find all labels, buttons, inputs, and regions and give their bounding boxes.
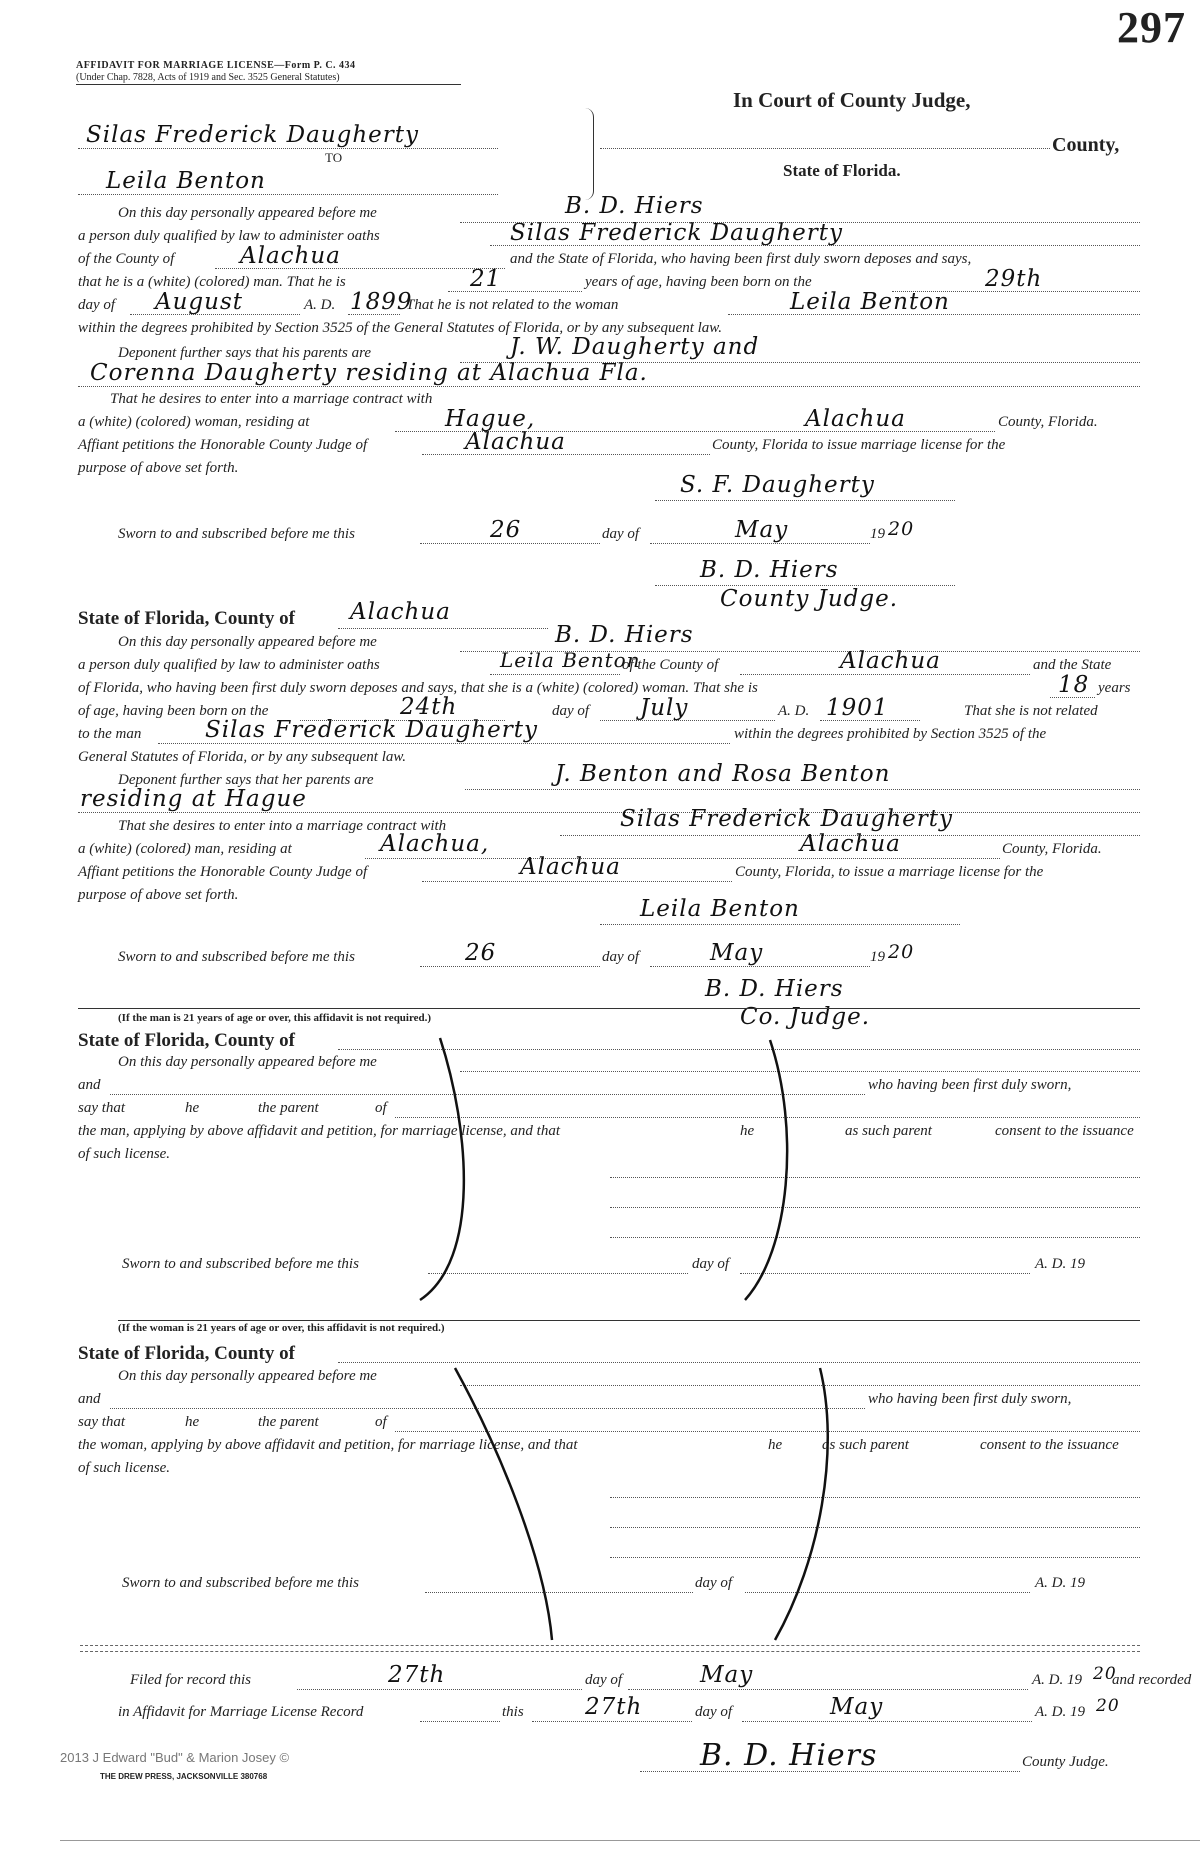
- strike-mark-4: [775, 1368, 828, 1640]
- woman-not-related: That she is not related: [964, 703, 1098, 719]
- consent-woman-of: of: [375, 1414, 387, 1430]
- consent-woman-state-county: State of Florida, County of: [78, 1343, 295, 1364]
- consent-woman-as-such: as such parent: [822, 1437, 909, 1453]
- woman-petition-county: Alachua: [520, 854, 621, 880]
- woman-county-florida: County, Florida.: [1002, 841, 1102, 857]
- man-county-label: of the County of: [78, 251, 175, 267]
- woman-petition-rest: County, Florida, to issue a marriage license for the: [735, 864, 1044, 880]
- consent-man-as-such: as such parent: [845, 1123, 932, 1139]
- woman-sworn-year-prefix: 19: [870, 949, 885, 965]
- woman-ad-label: A. D.: [778, 703, 810, 719]
- man-qualified-value: Silas Frederick Daugherty: [510, 220, 844, 246]
- woman-appeared-label: On this day personally appeared before me: [118, 634, 377, 650]
- woman-dayof-label: day of: [552, 703, 590, 719]
- strike-mark-3: [455, 1368, 552, 1640]
- filed-month: May: [700, 1662, 754, 1688]
- man-contract-text: That he desires to enter into a marriage contract with: [110, 391, 433, 407]
- man-race-text: that he is a (white) (colored) man. That he is: [78, 274, 346, 290]
- consent-man-and: and: [78, 1077, 101, 1093]
- consent-woman-and: and: [78, 1391, 101, 1407]
- woman-judge-title: Co. Judge.: [740, 1004, 871, 1030]
- rec-day-of: day of: [695, 1704, 733, 1720]
- filed-and-recorded: and recorded: [1112, 1672, 1192, 1688]
- consent-woman-sworn-before: Sworn to and subscribed before me this: [122, 1575, 359, 1591]
- man-qualified-label: a person duly qualified by law to administer oaths: [78, 228, 380, 244]
- woman-residing-county: Alachua: [800, 831, 901, 857]
- filed-year: 20: [1093, 1664, 1117, 1684]
- rec-month: May: [830, 1694, 884, 1720]
- man-parents-value-1: J. W. Daugherty and: [510, 334, 760, 360]
- woman-state-county-value: Alachua: [350, 599, 451, 625]
- man-sworn-year-suffix: 20: [888, 518, 915, 540]
- woman-and-state: and the State: [1033, 657, 1112, 673]
- woman-degrees-text-2: General Statutes of Florida, or by any subsequent law.: [78, 749, 407, 765]
- woman-age-value: 18: [1058, 672, 1090, 698]
- page-number: 297: [1117, 3, 1186, 52]
- woman-born-day: 24th: [400, 694, 458, 720]
- woman-parents-label: Deponent further says that her parents are: [118, 772, 374, 788]
- consent-woman-sworn: who having been first duly sworn,: [868, 1391, 1072, 1407]
- consent-man-appeared: On this day personally appeared before me: [118, 1054, 377, 1070]
- woman-petition-text: Affiant petitions the Honorable County Judge of: [78, 864, 368, 880]
- clerk-sig-line: [640, 1771, 1020, 1772]
- form-subtitle: (Under Chap. 7828, Acts of 1919 and Sec. 3525 General Statutes): [76, 72, 340, 83]
- woman-born-text: of age, having been born on the: [78, 703, 269, 719]
- woman-contract-text: That she desires to enter into a marriage contract with: [118, 818, 447, 834]
- woman-to-man-label: to the man: [78, 726, 142, 742]
- man-petition-text: Affiant petitions the Honorable County Judge of: [78, 437, 368, 453]
- consent-woman-of-such: of such license.: [78, 1460, 171, 1476]
- clerk-signature: B. D. Hiers: [700, 1738, 878, 1773]
- form-title: AFFIDAVIT FOR MARRIAGE LICENSE—Form P. C. 434: [76, 60, 356, 71]
- man-born-month: August: [155, 289, 244, 315]
- county-judge-label: County Judge.: [1022, 1754, 1109, 1770]
- consent-woman-parent: the parent: [258, 1414, 319, 1430]
- filed-month-line: [628, 1689, 1028, 1690]
- consent-woman-ad19: A. D. 19: [1035, 1575, 1085, 1591]
- consent-woman-day-of: day of: [695, 1575, 733, 1591]
- court-heading: In Court of County Judge,: [733, 88, 971, 112]
- woman-parents-value-2: residing at Hague: [80, 786, 307, 812]
- man-born-year: 1899: [350, 289, 413, 315]
- man-age-value: 21: [470, 266, 502, 292]
- woman-contract-value: Silas Frederick Daugherty: [620, 806, 954, 832]
- consent-woman-he: he: [185, 1414, 200, 1430]
- filed-label: Filed for record this: [130, 1672, 251, 1688]
- woman-signature: Leila Benton: [640, 896, 800, 922]
- filed-ad-label: A. D. 19: [1032, 1672, 1082, 1688]
- state-label: State of Florida.: [783, 161, 901, 180]
- consent-woman-applicant: the woman, applying by above affidavit and petition, for marriage license, and that: [78, 1437, 578, 1453]
- printer-line: THE DREW PRESS, JACKSONVILLE 380768: [100, 1772, 268, 1781]
- woman-sworn-month: May: [710, 940, 764, 966]
- man-judge-sig: B. D. Hiers: [700, 557, 839, 583]
- woman-parents-value-1: J. Benton and Rosa Benton: [555, 761, 891, 787]
- man-parents-value-2: Corenna Daugherty residing at Alachua Fla.: [90, 360, 648, 386]
- filing-rule-2: [80, 1651, 1140, 1652]
- county-label: County,: [1052, 134, 1120, 156]
- consent-man-applicant: the man, applying by above affidavit and petition, for marriage license, and that: [78, 1123, 561, 1139]
- groom-name: Silas Frederick Daugherty: [86, 122, 420, 148]
- man-petition-county: Alachua: [465, 429, 566, 455]
- consent-man-state-county: State of Florida, County of: [78, 1030, 295, 1051]
- man-appeared-label: On this day personally appeared before me: [118, 205, 377, 221]
- man-ad-label: A. D.: [304, 297, 336, 313]
- man-residing-county: Alachua: [805, 406, 906, 432]
- woman-county-value: Alachua: [840, 648, 941, 674]
- in-record-label: in Affidavit for Marriage License Record: [118, 1704, 364, 1720]
- woman-sworn-day: 26: [465, 940, 497, 966]
- consent-man-sworn: who having been first duly sworn,: [868, 1077, 1072, 1093]
- strike-mark-2: [745, 1040, 787, 1300]
- consent-man-of: of: [375, 1100, 387, 1116]
- filing-rule-1: [80, 1645, 1140, 1646]
- man-sworn-year-prefix: 19: [870, 526, 885, 542]
- woman-man-value: Silas Frederick Daugherty: [205, 717, 539, 743]
- woman-qualified-value: Leila Benton: [500, 648, 641, 672]
- man-appeared-value: B. D. Hiers: [565, 193, 704, 219]
- rec-day-line: [532, 1721, 692, 1722]
- consent-woman-say-that: say that: [78, 1414, 126, 1430]
- woman-sworn-text: of Florida, who having been first duly sworn deposes and says, that she is a (white) (colored) woman. That she is: [78, 680, 758, 696]
- woman-qualified-label: a person duly qualified by law to administer oaths: [78, 657, 380, 673]
- rec-day: 27th: [585, 1694, 643, 1720]
- man-woman-value: Leila Benton: [790, 289, 950, 315]
- consent-man-he: he: [185, 1100, 200, 1116]
- woman-appeared-value: B. D. Hiers: [555, 622, 694, 648]
- man-residing-value: Hague,: [445, 406, 536, 432]
- rec-ad-label: A. D. 19: [1035, 1704, 1085, 1720]
- consent-man-parent: the parent: [258, 1100, 319, 1116]
- man-dayof-label: day of: [78, 297, 116, 313]
- man-woman-residing: a (white) (colored) woman, residing at: [78, 414, 310, 430]
- to-label: TO: [325, 150, 343, 165]
- woman-residing-value: Alachua,: [380, 831, 490, 857]
- consent-man-day-of: day of: [692, 1256, 730, 1272]
- in-record-line: [420, 1721, 500, 1722]
- bride-name: Leila Benton: [106, 168, 266, 194]
- filed-day-line: [297, 1689, 582, 1690]
- strike-mark-1: [420, 1038, 464, 1300]
- woman-man-residing: a (white) (colored) man, residing at: [78, 841, 292, 857]
- consent-man-note: (If the man is 21 years of age or over, this affidavit is not required.): [118, 1012, 432, 1024]
- woman-born-month: July: [640, 695, 689, 721]
- in-record-this: this: [502, 1704, 524, 1720]
- woman-sworn-year-suffix: 20: [888, 941, 915, 963]
- man-not-related: That he is not related to the woman: [406, 297, 619, 313]
- consent-man-say-that: say that: [78, 1100, 126, 1116]
- rec-year: 20: [1096, 1696, 1120, 1716]
- man-parents-label: Deponent further says that his parents are: [118, 345, 372, 361]
- man-signature: S. F. Daugherty: [680, 472, 875, 498]
- man-petition-rest: County, Florida to issue marriage license for the: [712, 437, 1006, 453]
- man-judge-title: County Judge.: [720, 586, 899, 612]
- copyright-watermark: 2013 J Edward "Bud" & Marion Josey ©: [60, 1750, 290, 1765]
- consent-man-he2: he: [740, 1123, 755, 1139]
- page-bottom-edge: [60, 1840, 1200, 1841]
- man-state-text: and the State of Florida, who having been first duly sworn deposes and says,: [510, 251, 972, 267]
- consent-woman-note: (If the woman is 21 years of age or over, this affidavit is not required.): [118, 1322, 445, 1334]
- consent-man-consent: consent to the issuance: [995, 1123, 1134, 1139]
- man-sworn-label: Sworn to and subscribed before me this: [118, 526, 355, 542]
- filed-day-of: day of: [585, 1672, 623, 1688]
- rec-month-line: [742, 1721, 1032, 1722]
- consent-man-of-such: of such license.: [78, 1146, 171, 1162]
- woman-state-county-label: State of Florida, County of: [78, 608, 295, 629]
- consent-woman-he2: he: [768, 1437, 783, 1453]
- woman-of-county-label: of the County of: [622, 657, 719, 673]
- man-county-florida: County, Florida.: [998, 414, 1098, 430]
- woman-sworn-label: Sworn to and subscribed before me this: [118, 949, 355, 965]
- man-sworn-month: May: [735, 517, 789, 543]
- woman-sworn-dayof: day of: [602, 949, 640, 965]
- woman-years: years: [1098, 680, 1131, 696]
- filed-day: 27th: [388, 1662, 446, 1688]
- consent-woman-consent: consent to the issuance: [980, 1437, 1119, 1453]
- woman-judge-sig: B. D. Hiers: [705, 976, 844, 1002]
- man-born-day: 29th: [985, 266, 1043, 292]
- man-purpose-text: purpose of above set forth.: [78, 460, 239, 476]
- man-sworn-day: 26: [490, 517, 522, 543]
- woman-purpose-text: purpose of above set forth.: [78, 887, 239, 903]
- man-born-text: years of age, having been born on the: [585, 274, 812, 290]
- woman-degrees-text: within the degrees prohibited by Section 3525 of the: [734, 726, 1047, 742]
- woman-born-year: 1901: [826, 695, 889, 721]
- man-county-value: Alachua: [240, 243, 341, 269]
- consent-woman-appeared: On this day personally appeared before me: [118, 1368, 377, 1384]
- man-degrees-text: within the degrees prohibited by Section 3525 of the General Statutes of Florida, or by any subsequent law.: [78, 320, 722, 336]
- man-sworn-dayof: day of: [602, 526, 640, 542]
- consent-man-ad19: A. D. 19: [1035, 1256, 1085, 1272]
- consent-man-sworn-before: Sworn to and subscribed before me this: [122, 1256, 359, 1272]
